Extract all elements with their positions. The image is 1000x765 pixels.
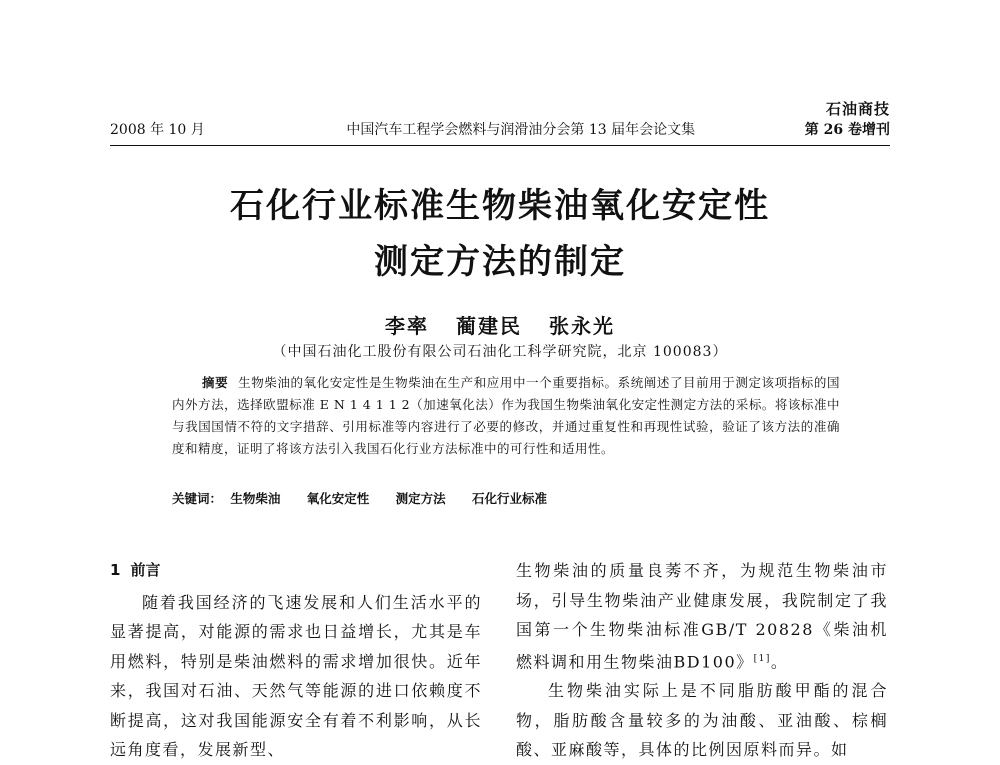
body-paragraph: 生物柴油实际上是不同脂肪酸甲酯的混合物，脂肪酸含量较多的为油酸、亚油酸、棕榈酸、亚麻酸等，具体的比例因原料而异。如 xyxy=(516,681,888,760)
paper-title xyxy=(0,178,1000,290)
body-paragraph xyxy=(516,556,888,676)
running-header xyxy=(110,119,890,146)
paragraph-end: 。 xyxy=(770,651,789,671)
left-column xyxy=(110,556,482,765)
section-title: 前言 xyxy=(130,561,161,579)
header-proceedings: 中国汽车工程学会燃料与润滑油分会第 13 届年会论文集 xyxy=(346,122,696,138)
reference-marker[interactable]: [1] xyxy=(753,653,771,664)
body-paragraph: 随着我国经济的飞速发展和人们生活水平的显著提高，对能源的需求也日益增长，尤其是车用燃料，特别是柴油燃料的需求增加很快。近年来，我国对石油、天然气等能源的进口依赖度不断提高，这对我国能源安全有着不利影响，从长远角度看，发展新型、 xyxy=(110,592,482,759)
section-number: 1 xyxy=(110,561,121,579)
keywords xyxy=(172,489,569,507)
paragraph-text: 生物柴油的质量良莠不齐，为规范生物柴油市场，引导生物柴油产业健康发展，我院制定了我国第一个生物柴油标准GB/T 20828《柴油机燃料调和用生物柴油BD100》 xyxy=(516,561,888,671)
keywords-label: 关键词： xyxy=(172,491,223,506)
paper-title-line1: 石化行业标准生物柴油氧化安定性 xyxy=(230,186,770,226)
paper-title-line2: 测定方法的制定 xyxy=(374,242,626,282)
author-name: 张永光 xyxy=(548,314,615,338)
right-column xyxy=(516,556,888,765)
journal-name: 石油商技 xyxy=(825,100,890,118)
header-volume: 第 26 卷增刊 xyxy=(804,122,890,138)
author-name: 李率 xyxy=(385,314,430,338)
abstract-label: 摘要 xyxy=(202,375,229,390)
keyword: 生物柴油 xyxy=(230,491,281,506)
affiliation: （中国石油化工股份有限公司石油化工科学研究院，北京 100083） xyxy=(272,344,728,360)
keyword: 测定方法 xyxy=(395,491,446,506)
abstract-text: 生物柴油的氧化安定性是生物柴油在生产和应用中一个重要指标。系统阐述了目前用于测定该项指标的国内外方法，选择欧盟标准 E N 1 4 1 1 2（加速氧化法）作为我国生物柴油氧化安定性测定方法的采标。将该标准中与我国国情不符的文字措辞、引用标准等内容进行了必要的修改，并通过重复性和再现性试验，验证了该方法的准确度和精度，证明了将该方法引入我国石化行业方法标准中的可行性和适用性。 xyxy=(172,375,840,456)
keyword: 氧化安定性 xyxy=(306,491,370,506)
section-heading xyxy=(110,556,482,586)
author-name: 蔺建民 xyxy=(456,314,522,338)
authors xyxy=(0,310,1000,339)
header-date: 2008 年 10 月 xyxy=(110,122,205,138)
abstract xyxy=(172,372,840,460)
keyword: 石化行业标准 xyxy=(472,491,548,506)
